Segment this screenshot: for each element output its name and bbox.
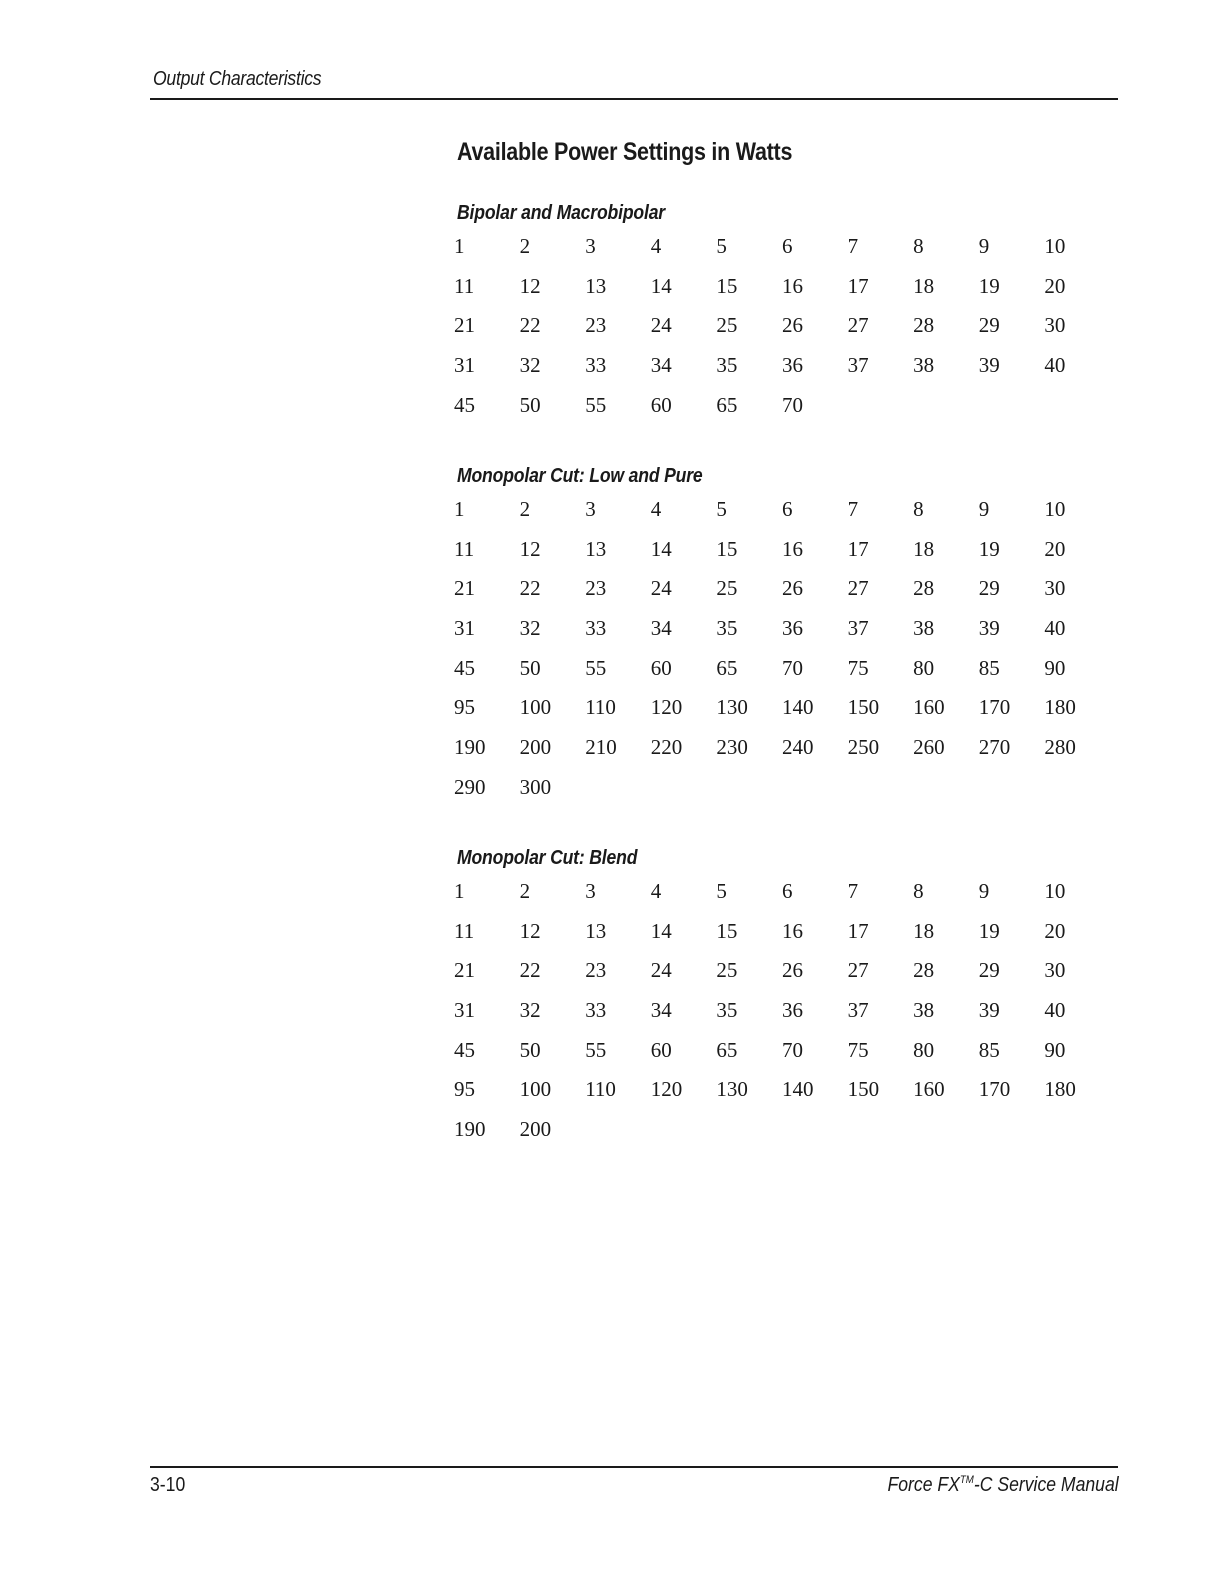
power-value: 14 bbox=[650, 273, 672, 298]
power-value: 29 bbox=[978, 958, 1000, 983]
power-value: 15 bbox=[716, 918, 738, 943]
power-value: 22 bbox=[519, 576, 541, 601]
power-value: 23 bbox=[585, 958, 607, 983]
power-value: 50 bbox=[519, 1037, 541, 1062]
power-value: 26 bbox=[781, 313, 803, 338]
power-value: 31 bbox=[454, 998, 475, 1023]
power-value: 70 bbox=[781, 392, 803, 417]
power-value: 32 bbox=[519, 353, 541, 378]
power-value: 37 bbox=[847, 616, 869, 641]
power-value: 60 bbox=[650, 1037, 672, 1062]
power-value: 21 bbox=[454, 576, 475, 601]
power-value: 2 bbox=[519, 879, 531, 903]
power-value: 170 bbox=[978, 1077, 1011, 1102]
power-value: 65 bbox=[716, 655, 738, 680]
power-value: 9 bbox=[978, 879, 990, 903]
power-value: 90 bbox=[1044, 655, 1066, 680]
power-value: 16 bbox=[781, 536, 803, 561]
power-value: 120 bbox=[650, 695, 683, 720]
power-value: 39 bbox=[978, 998, 1000, 1023]
power-value: 100 bbox=[519, 695, 552, 720]
power-value: 5 bbox=[716, 497, 727, 521]
section-bipolar bbox=[454, 202, 1110, 434]
power-value: 200 bbox=[519, 1117, 552, 1142]
power-value: 15 bbox=[716, 536, 738, 561]
power-value: 24 bbox=[650, 958, 672, 983]
power-value: 24 bbox=[650, 313, 672, 338]
power-value: 28 bbox=[913, 958, 935, 983]
power-value: 300 bbox=[519, 774, 552, 799]
power-value: 270 bbox=[978, 735, 1011, 760]
power-value: 19 bbox=[978, 273, 1000, 298]
power-value: 60 bbox=[650, 392, 672, 417]
power-value: 20 bbox=[1044, 536, 1066, 561]
power-value: 40 bbox=[1044, 616, 1066, 641]
power-value: 160 bbox=[913, 1077, 945, 1102]
power-value: 95 bbox=[454, 1077, 475, 1102]
section-title: Bipolar and Macrobipolar bbox=[457, 202, 665, 224]
power-value: 10 bbox=[1044, 497, 1066, 521]
power-value: 26 bbox=[781, 576, 803, 601]
power-value: 38 bbox=[913, 353, 935, 378]
power-value: 33 bbox=[585, 998, 607, 1023]
power-value: 35 bbox=[716, 998, 738, 1023]
power-value: 100 bbox=[519, 1077, 552, 1102]
power-value: 90 bbox=[1044, 1037, 1066, 1062]
power-value: 1 bbox=[454, 497, 465, 521]
power-value: 160 bbox=[913, 695, 945, 720]
power-value: 220 bbox=[650, 735, 683, 760]
power-value: 3 bbox=[585, 497, 596, 521]
power-value: 290 bbox=[454, 774, 486, 799]
power-value: 180 bbox=[1044, 695, 1076, 720]
power-value: 18 bbox=[913, 918, 935, 943]
power-value: 210 bbox=[585, 735, 617, 760]
manual-name-prefix: Force FX bbox=[887, 1474, 961, 1496]
manual-name-suffix: -C Service Manual bbox=[974, 1474, 1119, 1496]
power-value: 50 bbox=[519, 655, 541, 680]
power-value: 4 bbox=[650, 497, 662, 521]
power-value: 85 bbox=[978, 1037, 1000, 1062]
power-value: 17 bbox=[847, 918, 869, 943]
power-value: 31 bbox=[454, 616, 475, 641]
power-value: 150 bbox=[847, 1077, 880, 1102]
power-value: 8 bbox=[913, 497, 924, 521]
power-value: 80 bbox=[913, 655, 935, 680]
power-value: 32 bbox=[519, 616, 541, 641]
power-value: 37 bbox=[847, 998, 869, 1023]
power-value: 40 bbox=[1044, 998, 1066, 1023]
power-value: 3 bbox=[585, 879, 596, 903]
power-value: 7 bbox=[847, 879, 859, 903]
power-value: 28 bbox=[913, 576, 935, 601]
power-value: 9 bbox=[978, 497, 990, 521]
section-monopolar-cut-low-pure bbox=[454, 465, 1110, 817]
power-value: 55 bbox=[585, 1037, 607, 1062]
power-value: 16 bbox=[781, 918, 803, 943]
power-value: 26 bbox=[781, 958, 803, 983]
power-value: 2 bbox=[519, 234, 531, 258]
power-settings-grid bbox=[454, 236, 1110, 434]
power-value: 45 bbox=[454, 1037, 475, 1062]
power-value: 55 bbox=[585, 392, 607, 417]
trademark-mark: TM bbox=[960, 1474, 975, 1486]
power-value: 4 bbox=[650, 879, 662, 903]
page-number: 3-10 bbox=[150, 1474, 186, 1496]
power-value: 12 bbox=[519, 536, 541, 561]
power-value: 12 bbox=[519, 918, 541, 943]
power-value: 3 bbox=[585, 234, 596, 258]
power-value: 11 bbox=[454, 273, 475, 298]
power-value: 21 bbox=[454, 958, 475, 983]
power-value: 38 bbox=[913, 998, 935, 1023]
power-settings-grid bbox=[454, 881, 1110, 1159]
power-value: 45 bbox=[454, 392, 475, 417]
power-value: 11 bbox=[454, 536, 475, 561]
power-value: 35 bbox=[716, 353, 738, 378]
power-value: 19 bbox=[978, 918, 1000, 943]
power-value: 45 bbox=[454, 655, 475, 680]
power-value: 16 bbox=[781, 273, 803, 298]
power-value: 18 bbox=[913, 536, 935, 561]
power-value: 15 bbox=[716, 273, 738, 298]
power-value: 130 bbox=[716, 695, 748, 720]
power-value: 130 bbox=[716, 1077, 748, 1102]
power-value: 23 bbox=[585, 576, 607, 601]
power-value: 22 bbox=[519, 313, 541, 338]
running-head: Output Characteristics bbox=[153, 68, 322, 90]
power-value: 13 bbox=[585, 536, 607, 561]
power-value: 65 bbox=[716, 1037, 738, 1062]
power-value: 32 bbox=[519, 998, 541, 1023]
power-value: 2 bbox=[519, 497, 531, 521]
power-value: 110 bbox=[585, 695, 616, 720]
power-value: 6 bbox=[781, 497, 793, 521]
section-title: Monopolar Cut: Blend bbox=[457, 847, 638, 869]
power-value: 14 bbox=[650, 918, 672, 943]
power-value: 25 bbox=[716, 313, 738, 338]
power-value: 60 bbox=[650, 655, 672, 680]
power-value: 240 bbox=[781, 735, 814, 760]
power-value: 12 bbox=[519, 273, 541, 298]
power-value: 34 bbox=[650, 616, 672, 641]
power-value: 1 bbox=[454, 879, 465, 903]
power-value: 17 bbox=[847, 273, 869, 298]
power-value: 190 bbox=[454, 1117, 486, 1142]
power-value: 4 bbox=[650, 234, 662, 258]
power-value: 20 bbox=[1044, 918, 1066, 943]
power-value: 31 bbox=[454, 353, 475, 378]
power-value: 23 bbox=[585, 313, 607, 338]
power-value: 13 bbox=[585, 273, 607, 298]
power-value: 230 bbox=[716, 735, 748, 760]
power-value: 33 bbox=[585, 353, 607, 378]
power-value: 18 bbox=[913, 273, 935, 298]
power-value: 36 bbox=[781, 353, 803, 378]
power-value: 8 bbox=[913, 234, 924, 258]
power-value: 29 bbox=[978, 313, 1000, 338]
power-value: 140 bbox=[781, 695, 814, 720]
power-value: 10 bbox=[1044, 879, 1066, 903]
power-value: 28 bbox=[913, 313, 935, 338]
manual-name bbox=[888, 1474, 1119, 1497]
power-value: 280 bbox=[1044, 735, 1076, 760]
power-value: 25 bbox=[716, 576, 738, 601]
power-value: 19 bbox=[978, 536, 1000, 561]
power-value: 29 bbox=[978, 576, 1000, 601]
power-value: 140 bbox=[781, 1077, 814, 1102]
power-settings-grid bbox=[454, 499, 1110, 817]
power-value: 5 bbox=[716, 879, 727, 903]
power-value: 30 bbox=[1044, 958, 1066, 983]
power-value: 200 bbox=[519, 735, 552, 760]
power-value: 7 bbox=[847, 497, 859, 521]
power-value: 34 bbox=[650, 998, 672, 1023]
page-title: Available Power Settings in Watts bbox=[457, 138, 793, 166]
power-value: 10 bbox=[1044, 234, 1066, 258]
power-value: 39 bbox=[978, 353, 1000, 378]
power-value: 14 bbox=[650, 536, 672, 561]
power-value: 35 bbox=[716, 616, 738, 641]
power-value: 13 bbox=[585, 918, 607, 943]
power-value: 190 bbox=[454, 735, 486, 760]
power-value: 85 bbox=[978, 655, 1000, 680]
power-value: 70 bbox=[781, 1037, 803, 1062]
power-value: 30 bbox=[1044, 313, 1066, 338]
power-value: 55 bbox=[585, 655, 607, 680]
power-value: 33 bbox=[585, 616, 607, 641]
header-rule bbox=[150, 98, 1118, 100]
power-value: 260 bbox=[913, 735, 945, 760]
power-value: 80 bbox=[913, 1037, 935, 1062]
power-value: 8 bbox=[913, 879, 924, 903]
power-value: 36 bbox=[781, 616, 803, 641]
power-value: 20 bbox=[1044, 273, 1066, 298]
power-value: 75 bbox=[847, 655, 869, 680]
power-value: 36 bbox=[781, 998, 803, 1023]
power-value: 5 bbox=[716, 234, 727, 258]
power-value: 27 bbox=[847, 958, 869, 983]
power-value: 65 bbox=[716, 392, 738, 417]
power-value: 21 bbox=[454, 313, 475, 338]
power-value: 39 bbox=[978, 616, 1000, 641]
power-value: 27 bbox=[847, 576, 869, 601]
power-value: 6 bbox=[781, 234, 793, 258]
section-monopolar-cut-blend bbox=[454, 847, 1110, 1159]
power-value: 37 bbox=[847, 353, 869, 378]
power-value: 30 bbox=[1044, 576, 1066, 601]
power-value: 170 bbox=[978, 695, 1011, 720]
power-value: 38 bbox=[913, 616, 935, 641]
power-value: 27 bbox=[847, 313, 869, 338]
power-value: 95 bbox=[454, 695, 475, 720]
power-value: 180 bbox=[1044, 1077, 1076, 1102]
footer-rule bbox=[150, 1466, 1118, 1468]
power-value: 6 bbox=[781, 879, 793, 903]
power-value: 9 bbox=[978, 234, 990, 258]
power-value: 40 bbox=[1044, 353, 1066, 378]
power-value: 25 bbox=[716, 958, 738, 983]
power-value: 120 bbox=[650, 1077, 683, 1102]
power-value: 34 bbox=[650, 353, 672, 378]
power-value: 50 bbox=[519, 392, 541, 417]
power-value: 75 bbox=[847, 1037, 869, 1062]
power-value: 17 bbox=[847, 536, 869, 561]
power-value: 24 bbox=[650, 576, 672, 601]
power-value: 110 bbox=[585, 1077, 616, 1102]
power-value: 7 bbox=[847, 234, 859, 258]
section-title: Monopolar Cut: Low and Pure bbox=[457, 465, 703, 487]
power-value: 70 bbox=[781, 655, 803, 680]
power-value: 22 bbox=[519, 958, 541, 983]
power-value: 150 bbox=[847, 695, 880, 720]
power-value: 250 bbox=[847, 735, 880, 760]
power-value: 1 bbox=[454, 234, 465, 258]
power-value: 11 bbox=[454, 918, 475, 943]
